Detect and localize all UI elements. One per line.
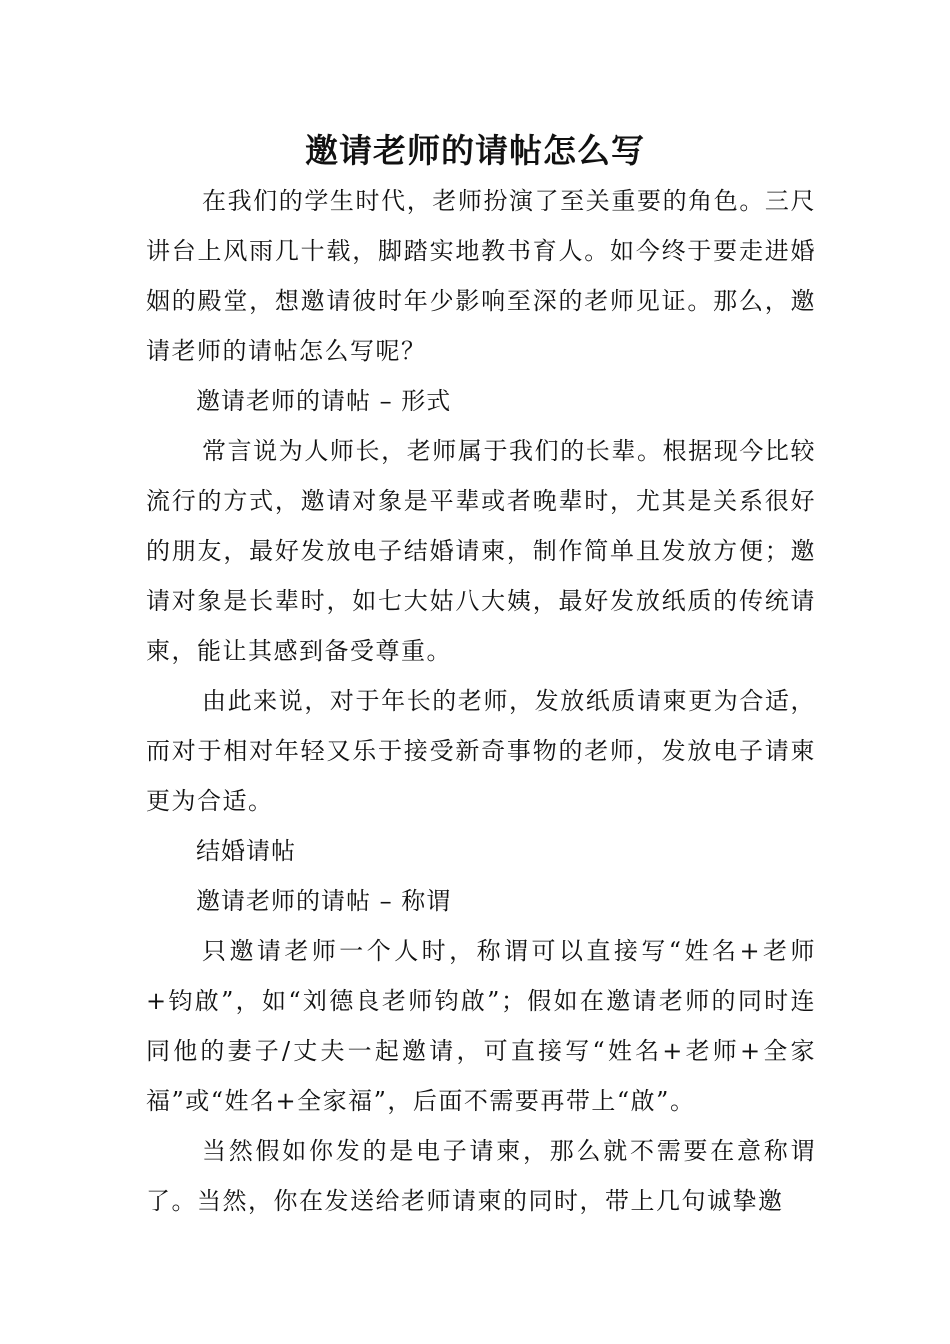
- paragraph-salutation: 只邀请老师一个人时，称谓可以直接写“姓名+老师+钧啟”，如“刘德良老师钧啟”；假如在邀请老师的同时连同他的妻子/丈夫一起邀请，可直接写“姓名+老师+全家福”或“姓名+全家福”，后面不需要再带上“啟”。: [146, 937, 816, 1115]
- document-title: 邀请老师的请帖怎么写: [305, 131, 645, 170]
- section-heading-wedding-invitation: 结婚请帖: [196, 837, 296, 865]
- document-body: [146, 176, 816, 1226]
- paragraph-form: 常言说为人师长，老师属于我们的长辈。根据现今比较流行的方式，邀请对象是平辈或者晚辈时，尤其是关系很好的朋友，最好发放电子结婚请柬，制作简单且发放方便；邀请对象是长辈时，如七大姑八大姨，最好发放纸质的传统请柬，能让其感到备受尊重。: [146, 437, 816, 665]
- section-heading-salutation: 邀请老师的请帖 – 称谓: [196, 887, 452, 915]
- paragraph-electronic: 当然假如你发的是电子请柬，那么就不需要在意称谓了。当然，你在发送给老师请柬的同时，带上几句诚挚邀: [146, 1137, 816, 1215]
- paragraph-conclusion: 由此来说，对于年长的老师，发放纸质请柬更为合适，而对于相对年轻又乐于接受新奇事物的老师，发放电子请柬更为合适。: [146, 687, 816, 815]
- section-heading-form: 邀请老师的请帖 – 形式: [196, 387, 452, 415]
- paragraph-intro: 在我们的学生时代，老师扮演了至关重要的角色。三尺讲台上风雨几十载，脚踏实地教书育人。如今终于要走进婚姻的殿堂，想邀请彼时年少影响至深的老师见证。那么，邀请老师的请帖怎么写呢？: [146, 187, 816, 365]
